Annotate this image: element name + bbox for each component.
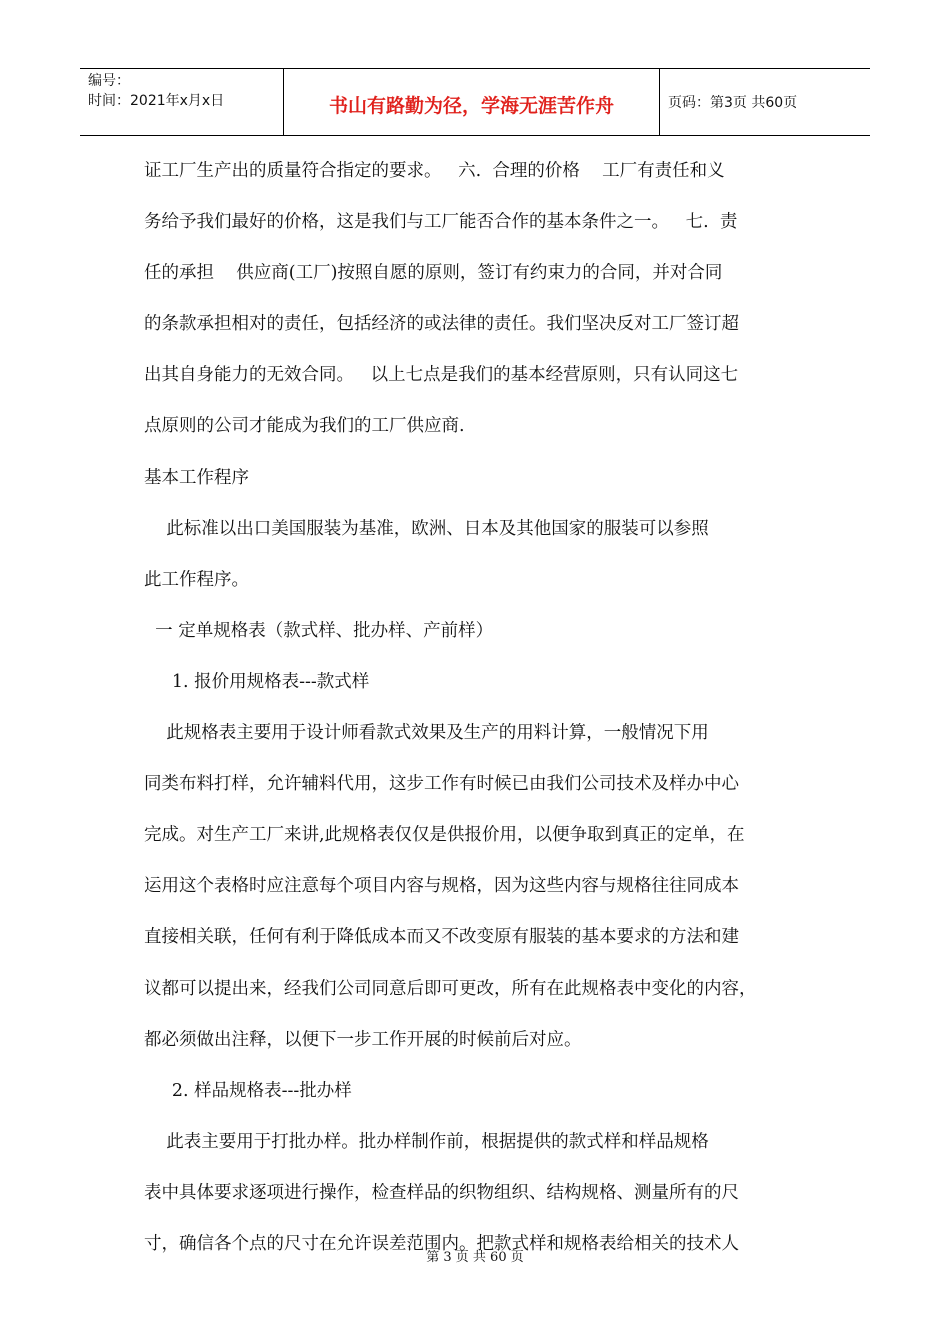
body-line: 运用这个表格时应注意每个项目内容与规格，因为这些内容与规格往往同成本 [144,876,739,897]
document-body [144,154,809,1278]
body-line: 寸，确信各个点的尺寸在允许误差范围内。把款式样和规格表给相关的技术人 [144,1233,739,1254]
body-line: 都必须做出注释，以便下一步工作开展的时候前后对应。 [144,1029,582,1050]
body-line: 议都可以提出来，经我们公司同意后即可更改，所有在此规格表中变化的内容， [144,978,757,999]
header-meta [80,69,283,135]
body-line: 证工厂生产出的质量符合指定的要求。 六. 合理的价格 工厂有责任和义 [144,161,725,181]
document-date-label: 时间：2021年x月x日 [88,93,225,109]
body-line: 出其自身能力的无效合同。 以上七点是我们的基本经营原则，只有认同这七 [144,365,739,386]
body-line: 同类布料打样，允许辅料代用，这步工作有时候已由我们公司技术及样办中心 [144,774,739,795]
body-line: 表中具体要求逐项进行操作，检查样品的织物组织、结构规格、测量所有的尺 [144,1182,739,1203]
item-heading: 2. 样品规格表---批办样 [144,1080,352,1101]
section-heading: 基本工作程序 [144,467,249,488]
header-motto: 书山有路勤为径，学海无涯苦作舟 [283,69,660,135]
body-line: 的条款承担相对的责任，包括经济的或法律的责任。我们坚决反对工厂签订超 [144,314,739,335]
body-line: 任的承担 供应商(工厂)按照自愿的原则，签订有约束力的合同，并对合同 [144,263,723,284]
body-line: 务给予我们最好的价格，这是我们与工厂能否合作的基本条件之一。 七. 责 [144,212,738,233]
body-line: 点原则的公司才能成为我们的工厂供应商. [144,416,465,437]
body-line: 此表主要用于打批办样。批办样制作前，根据提供的款式样和样品规格 [144,1131,709,1152]
body-line: 此标准以出口美国服装为基准，欧洲、日本及其他国家的服装可以参照 [144,518,709,539]
header-page-number: 页码：第3页 共60页 [668,95,798,111]
document-number-label: 编号： [88,73,130,89]
body-line: 此工作程序。 [144,569,249,590]
body-line: 直接相关联，任何有利于降低成本而又不改变原有服装的基本要求的方法和建 [144,927,739,948]
body-line: 此规格表主要用于设计师看款式效果及生产的用料计算，一般情况下用 [144,723,709,744]
page-footer: 第 3 页 共 60 页 [426,1250,524,1265]
body-line: 完成。对生产工厂来讲,此规格表仅仅是供报价用，以便争取到真正的定单，在 [144,825,745,846]
item-heading: 1. 报价用规格表---款式样 [144,671,370,692]
subsection-heading: 一 定单规格表（款式样、批办样、产前样） [144,620,494,641]
page-header [80,68,870,136]
